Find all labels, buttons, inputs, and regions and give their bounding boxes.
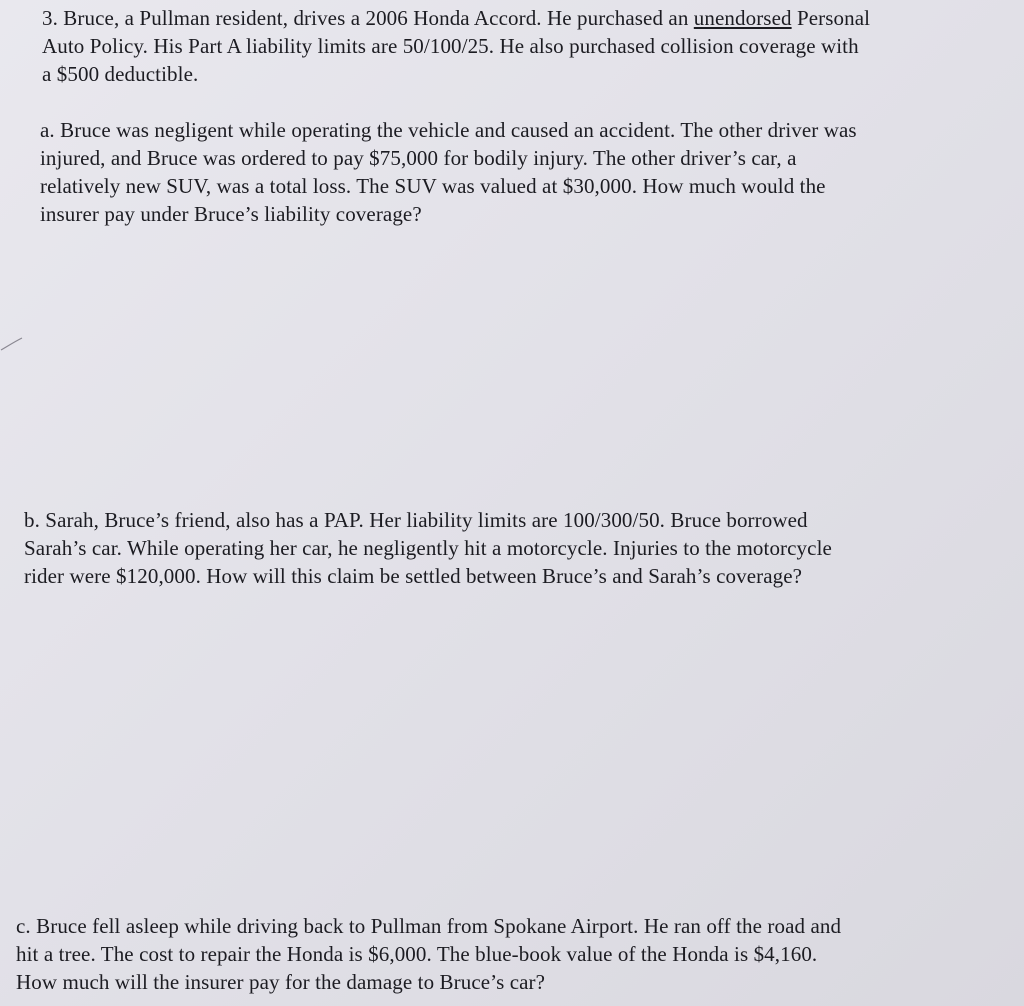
question-3-line-1: 3. Bruce, a Pullman resident, drives a 2006 Honda Accord. He purchased an unendorsed Personal xyxy=(42,6,871,30)
pencil-mark xyxy=(0,336,24,352)
part-b-line: Sarah’s car. While operating her car, he negligently hit a motorcycle. Injuries to the motorcycle xyxy=(24,536,832,560)
question-3-line-2: Auto Policy. His Part A liability limits are 50/100/25. He also purchased collision coverage with xyxy=(42,34,859,58)
part-b-line: rider were $120,000. How will this claim be settled between Bruce’s and Sarah’s coverage? xyxy=(24,564,803,588)
question-3 xyxy=(42,4,1017,88)
part-c-line: c. Bruce fell asleep while driving back to Pullman from Spokane Airport. He ran off the road and xyxy=(16,914,842,938)
part-a-line: insurer pay under Bruce’s liability coverage? xyxy=(40,202,422,226)
part-c-line: hit a tree. The cost to repair the Honda is $6,000. The blue-book value of the Honda is $4,160. xyxy=(16,942,818,966)
part-a-line: injured, and Bruce was ordered to pay $75,000 for bodily injury. The other driver’s car, a xyxy=(40,146,797,170)
question-3-line-3: a $500 deductible. xyxy=(42,62,199,86)
part-c-line: How much will the insurer pay for the damage to Bruce’s car? xyxy=(16,970,546,994)
part-c xyxy=(16,912,1022,996)
part-a-line: relatively new SUV, was a total loss. The SUV was valued at $30,000. How much would the xyxy=(40,174,826,198)
part-b-line: b. Sarah, Bruce’s friend, also has a PAP. Her liability limits are 100/300/50. Bruce borrowed xyxy=(24,508,808,532)
part-a-line: a. Bruce was negligent while operating the vehicle and caused an accident. The other driver was xyxy=(40,118,857,142)
underlined-term: unendorsed xyxy=(693,6,792,30)
part-b xyxy=(24,506,1014,590)
part-a xyxy=(40,116,1000,228)
